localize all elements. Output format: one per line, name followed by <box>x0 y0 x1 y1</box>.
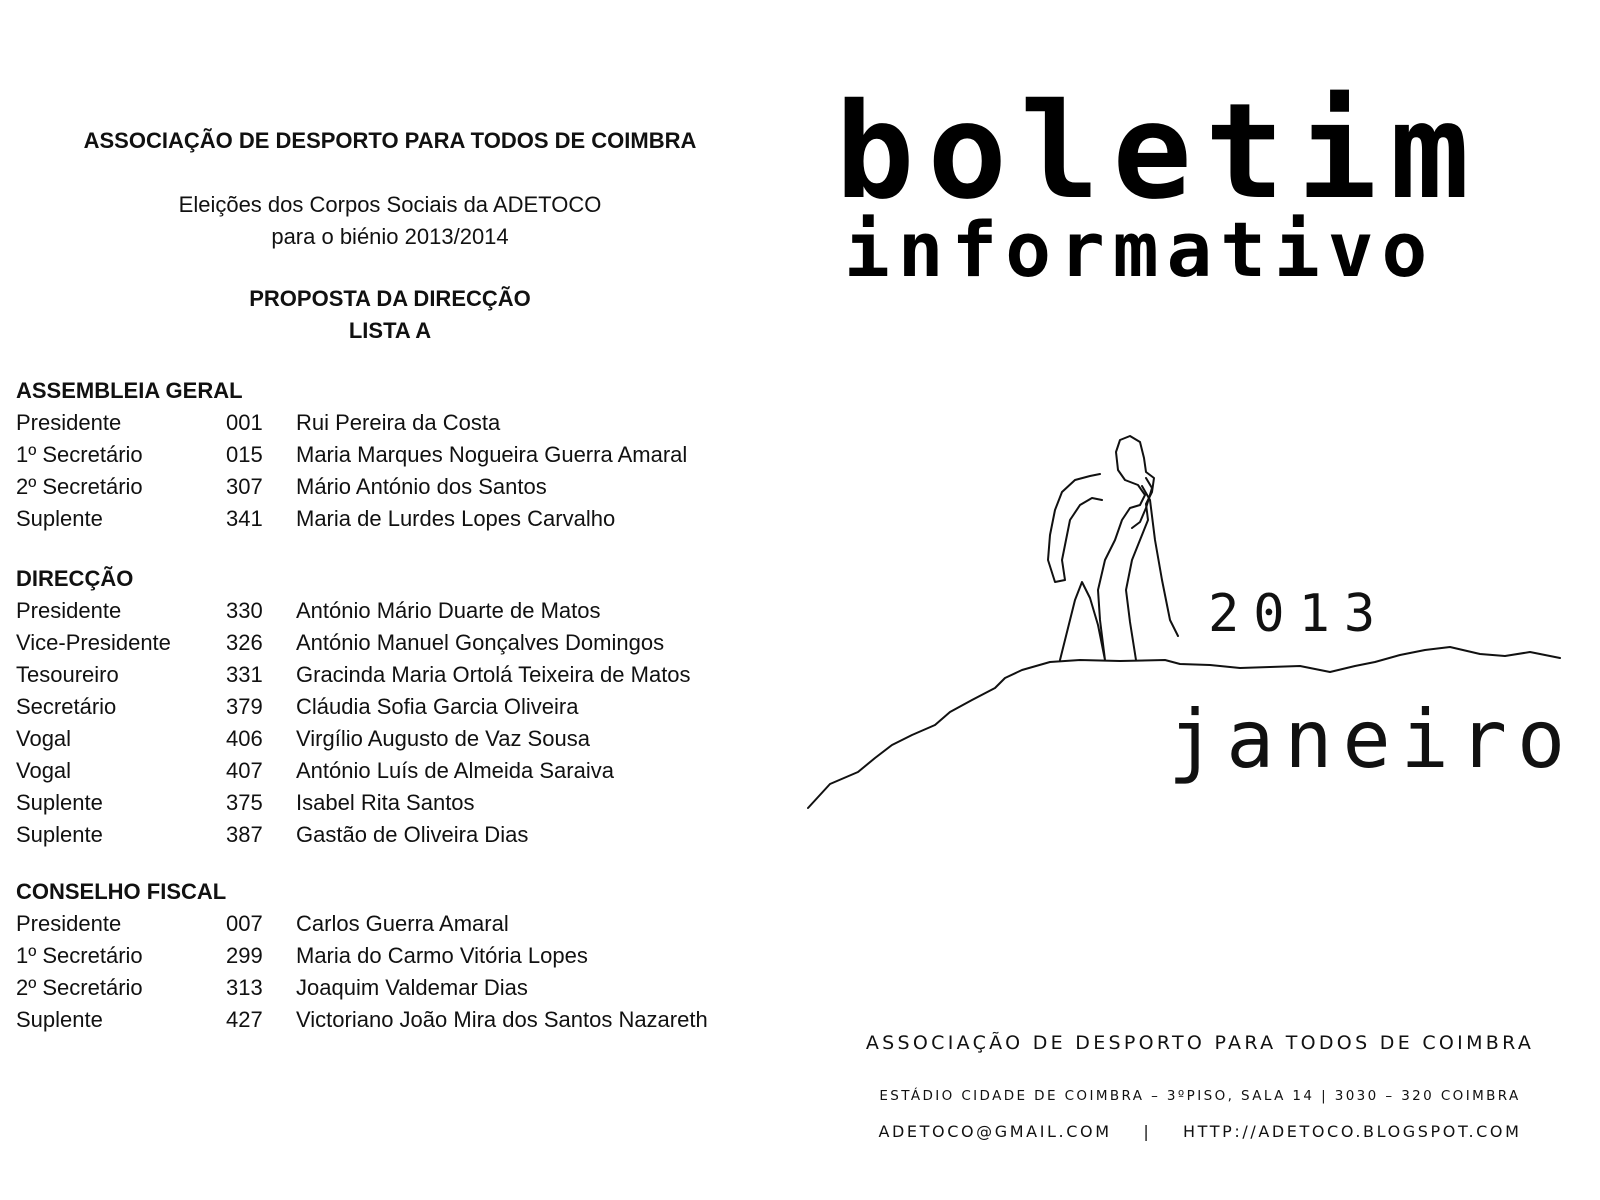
footer-email[interactable]: ADETOCO@GMAIL.COM <box>878 1122 1112 1141</box>
member-name: Carlos Guerra Amaral <box>296 911 509 936</box>
member-name: Virgílio Augusto de Vaz Sousa <box>296 726 590 751</box>
member-role: Presidente <box>16 598 122 623</box>
member-role: Presidente <box>16 410 122 435</box>
member-number: 341 <box>226 506 263 531</box>
member-number: 313 <box>226 975 263 1000</box>
member-name: Isabel Rita Santos <box>296 790 475 815</box>
org-title: ASSOCIAÇÃO DE DESPORTO PARA TODOS DE COIMBRA <box>83 128 697 153</box>
member-name: Maria do Carmo Vitória Lopes <box>296 943 588 968</box>
footer-org-name: ASSOCIAÇÃO DE DESPORTO PARA TODOS DE COIMBRA <box>865 1032 1535 1054</box>
member-number: 375 <box>226 790 263 815</box>
member-role: Suplente <box>16 506 103 531</box>
proposal-line-2: LISTA A <box>348 318 432 343</box>
member-row <box>16 940 776 972</box>
member-name: Gastão de Oliveira Dias <box>296 822 529 847</box>
member-name: António Mário Duarte de Matos <box>296 598 601 623</box>
member-role: Suplente <box>16 790 103 815</box>
cover-year: 2013 <box>1208 584 1390 644</box>
member-number: 007 <box>226 911 263 936</box>
member-role: Presidente <box>16 911 122 936</box>
member-role: Vogal <box>16 726 72 751</box>
member-number: 379 <box>226 694 263 719</box>
member-number: 299 <box>226 943 263 968</box>
section-assembleia-geral <box>16 375 776 535</box>
member-role: Suplente <box>16 822 103 847</box>
subtitle-line-1: Eleições dos Corpos Sociais da ADETOCO <box>178 192 602 217</box>
proposal-line-1: PROPOSTA DA DIRECÇÃO <box>249 286 531 311</box>
member-role: 2º Secretário <box>16 474 143 499</box>
member-number: 307 <box>226 474 263 499</box>
section-heading: ASSEMBLEIA GERAL <box>16 378 243 403</box>
cover-title: boletim <box>835 75 1483 229</box>
member-number: 001 <box>226 410 263 435</box>
member-number: 326 <box>226 630 263 655</box>
member-row <box>16 723 776 755</box>
member-number: 407 <box>226 758 263 783</box>
footer-url[interactable]: HTTP://ADETOCO.BLOGSPOT.COM <box>1183 1122 1522 1141</box>
member-role: Vogal <box>16 758 72 783</box>
member-row <box>16 659 776 691</box>
member-row <box>16 471 776 503</box>
footer-address: ESTÁDIO CIDADE DE COIMBRA – 3ºPISO, SALA 14 | 3030 – 320 COIMBRA <box>879 1088 1521 1104</box>
member-role: 1º Secretário <box>16 442 143 467</box>
member-name: Cláudia Sofia Garcia Oliveira <box>296 694 579 719</box>
member-number: 015 <box>226 442 263 467</box>
member-role: 2º Secretário <box>16 975 143 1000</box>
footer-contact <box>800 1122 1600 1141</box>
member-number: 427 <box>226 1007 263 1032</box>
member-row <box>16 407 776 439</box>
member-name: António Manuel Gonçalves Domingos <box>296 630 665 655</box>
section-heading: CONSELHO FISCAL <box>16 879 227 904</box>
member-name: António Luís de Almeida Saraiva <box>296 758 614 783</box>
member-name: Joaquim Valdemar Dias <box>296 975 528 1000</box>
bulletin-cover <box>800 0 1600 1200</box>
member-name: Rui Pereira da Costa <box>296 410 501 435</box>
member-row <box>16 503 776 535</box>
member-name: Victoriano João Mira dos Santos Nazareth <box>296 1007 708 1032</box>
member-row <box>16 691 776 723</box>
section-conselho-fiscal <box>16 876 776 1036</box>
member-name: Gracinda Maria Ortolá Teixeira de Matos <box>296 662 691 687</box>
member-number: 387 <box>226 822 263 847</box>
member-row <box>16 439 776 471</box>
member-row <box>16 1004 776 1036</box>
member-role: Tesoureiro <box>16 662 119 687</box>
subtitle-line-2: para o biénio 2013/2014 <box>271 224 509 249</box>
member-row <box>16 787 776 819</box>
member-role: Vice-Presidente <box>16 630 171 655</box>
member-name: Maria de Lurdes Lopes Carvalho <box>296 506 616 531</box>
member-role: Suplente <box>16 1007 103 1032</box>
member-number: 331 <box>226 662 263 687</box>
member-row <box>16 972 776 1004</box>
member-number: 330 <box>226 598 263 623</box>
member-name: Maria Marques Nogueira Guerra Amaral <box>296 442 688 467</box>
section-heading: DIRECÇÃO <box>16 566 134 591</box>
footer-separator: | <box>1143 1122 1152 1141</box>
member-number: 406 <box>226 726 263 751</box>
cover-subtitle: informativo <box>844 205 1436 294</box>
cover-month: janeiro <box>1168 693 1576 786</box>
member-row <box>16 595 776 627</box>
member-role: 1º Secretário <box>16 943 143 968</box>
member-row <box>16 908 776 940</box>
member-role: Secretário <box>16 694 117 719</box>
member-row <box>16 627 776 659</box>
member-row <box>16 755 776 787</box>
section-direccao <box>16 563 776 851</box>
member-row <box>16 819 776 851</box>
member-name: Mário António dos Santos <box>296 474 547 499</box>
